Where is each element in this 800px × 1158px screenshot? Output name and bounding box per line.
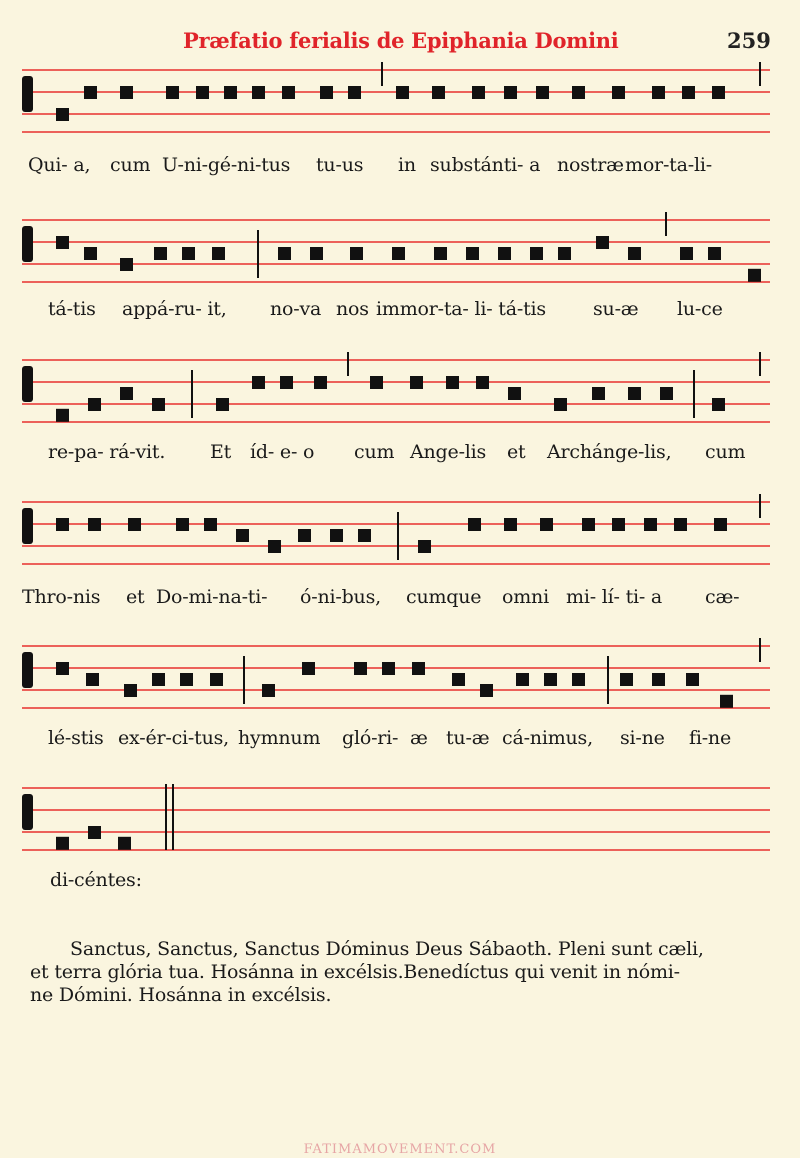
lyric-syllable: di-céntes: <box>50 869 142 891</box>
lyric-syllable: ó-ni-bus, <box>300 586 381 608</box>
lyric-syllable: nostræ <box>557 154 624 176</box>
neume-note <box>412 662 425 675</box>
chant-staff-6 <box>22 780 770 852</box>
lyric-syllable: Qui- a, <box>28 154 91 176</box>
neume-note <box>56 236 69 249</box>
neume-note <box>540 518 553 531</box>
lyric-syllable: Ange-lis <box>410 441 487 463</box>
chant-staff-2 <box>22 212 770 284</box>
lyric-syllable: re-pa- rá-vit. <box>48 441 166 463</box>
lyric-syllable: su-æ <box>593 298 639 320</box>
c-clef-icon <box>22 226 33 262</box>
neume-note <box>652 86 665 99</box>
neume-note <box>714 518 727 531</box>
lyric-syllable: ex-ér-ci-tus, <box>118 727 229 749</box>
neume-note <box>530 247 543 260</box>
lyric-syllable: tu-us <box>316 154 364 176</box>
neume-note <box>196 86 209 99</box>
neume-note <box>628 387 641 400</box>
neume-note <box>516 673 529 686</box>
neume-note <box>280 376 293 389</box>
neume-note <box>84 247 97 260</box>
neume-note <box>674 518 687 531</box>
neume-note <box>252 376 265 389</box>
neume-note <box>210 673 223 686</box>
page-number: 259 <box>727 28 771 53</box>
neume-note <box>176 518 189 531</box>
lyric-syllable: fi-ne <box>689 727 732 749</box>
neume-note <box>120 258 133 271</box>
c-clef-icon <box>22 508 33 544</box>
lyric-syllable: omni <box>502 586 549 608</box>
lyric-syllable: in <box>398 154 416 176</box>
neume-note <box>348 86 361 99</box>
neume-note <box>396 86 409 99</box>
lyric-syllable: immor-ta- li- tá-tis <box>376 298 546 320</box>
neume-note <box>88 518 101 531</box>
c-clef-icon <box>22 794 33 830</box>
neume-note <box>708 247 721 260</box>
neume-note <box>544 673 557 686</box>
neume-note <box>720 695 733 708</box>
neume-note <box>498 247 511 260</box>
lyric-syllable: cumque <box>406 586 482 608</box>
lyric-syllable: cæ- <box>705 586 740 608</box>
sanctus-line-2: et terra glória tua. Hosánna in excélsis.Benedíctus qui venit in nómi- <box>30 961 680 983</box>
neume-note <box>476 376 489 389</box>
lyric-syllable: tá-tis <box>48 298 96 320</box>
neume-note <box>660 387 673 400</box>
lyric-syllable: tu-æ <box>446 727 490 749</box>
neume-note <box>56 837 69 850</box>
neume-note <box>410 376 423 389</box>
neume-note <box>120 387 133 400</box>
c-clef-icon <box>22 76 33 112</box>
neume-note <box>88 398 101 411</box>
neume-note <box>446 376 459 389</box>
lyric-syllable: lé-stis <box>48 727 104 749</box>
neume-note <box>154 247 167 260</box>
neume-note <box>480 684 493 697</box>
lyric-syllable: íd- e- o <box>250 441 315 463</box>
lyric-syllable: substánti- a <box>430 154 541 176</box>
neume-note <box>314 376 327 389</box>
lyric-syllable: Thro-nis <box>22 586 101 608</box>
neume-note <box>466 247 479 260</box>
lyric-syllable: no-va <box>270 298 322 320</box>
neume-note <box>262 684 275 697</box>
neume-note <box>472 86 485 99</box>
sanctus-line-3: ne Dómini. Hosánna in excélsis. <box>30 984 332 1006</box>
chant-staff-3 <box>22 352 770 424</box>
lyric-syllable: cá-nimus, <box>502 727 593 749</box>
sanctus-line-1: Sanctus, Sanctus, Sanctus Dóminus Deus Sábaoth. Pleni sunt cæli, <box>70 938 704 960</box>
neume-note <box>204 518 217 531</box>
lyric-syllable: Archánge-lis, <box>547 441 672 463</box>
neume-note <box>350 247 363 260</box>
lyric-syllable: et <box>126 586 145 608</box>
neume-note <box>382 662 395 675</box>
chant-staff-4 <box>22 494 770 566</box>
lyric-syllable: mor-ta-li- <box>625 154 712 176</box>
neume-note <box>712 398 725 411</box>
chant-staff-5 <box>22 638 770 710</box>
neume-note <box>278 247 291 260</box>
neume-note <box>128 518 141 531</box>
neume-note <box>370 376 383 389</box>
neume-note <box>432 86 445 99</box>
neume-note <box>620 673 633 686</box>
neume-note <box>392 247 405 260</box>
neume-note <box>628 247 641 260</box>
neume-note <box>652 673 665 686</box>
neume-note <box>504 518 517 531</box>
neume-note <box>252 86 265 99</box>
neume-note <box>592 387 605 400</box>
lyric-syllable: U-ni-gé-ni-tus <box>162 154 291 176</box>
neume-note <box>56 518 69 531</box>
neume-note <box>682 86 695 99</box>
neume-note <box>320 86 333 99</box>
neume-note <box>644 518 657 531</box>
neume-note <box>56 662 69 675</box>
neume-note <box>582 518 595 531</box>
page-title: Præfatio ferialis de Epiphania Domini <box>183 28 619 53</box>
neume-note <box>572 86 585 99</box>
neume-note <box>118 837 131 850</box>
watermark: FATIMAMOVEMENT.COM <box>303 1142 497 1157</box>
c-clef-icon <box>22 366 33 402</box>
lyric-syllable: nos <box>336 298 369 320</box>
neume-note <box>354 662 367 675</box>
neume-note <box>712 86 725 99</box>
lyric-syllable: Do-mi-na-ti- <box>156 586 268 608</box>
c-clef-icon <box>22 652 33 688</box>
lyric-syllable: cum <box>354 441 395 463</box>
neume-note <box>182 247 195 260</box>
neume-note <box>282 86 295 99</box>
neume-note <box>152 398 165 411</box>
neume-note <box>468 518 481 531</box>
neume-note <box>686 673 699 686</box>
lyric-syllable: cum <box>110 154 151 176</box>
neume-note <box>504 86 517 99</box>
lyric-syllable: Et <box>210 441 232 463</box>
neume-note <box>612 86 625 99</box>
lyric-syllable: si-ne <box>620 727 665 749</box>
neume-note <box>212 247 225 260</box>
neume-note <box>596 236 609 249</box>
neume-note <box>180 673 193 686</box>
sanctus-text <box>30 938 770 1007</box>
neume-note <box>224 86 237 99</box>
neume-note <box>358 529 371 542</box>
neume-note <box>56 409 69 422</box>
lyric-syllable: cum <box>705 441 746 463</box>
neume-note <box>152 673 165 686</box>
neume-note <box>120 86 133 99</box>
neume-note <box>84 86 97 99</box>
lyric-syllable: hymnum <box>238 727 321 749</box>
neume-note <box>268 540 281 553</box>
lyric-syllable: æ <box>410 727 428 749</box>
neume-note <box>86 673 99 686</box>
neume-note <box>508 387 521 400</box>
neume-note <box>536 86 549 99</box>
neume-note <box>216 398 229 411</box>
neume-note <box>558 247 571 260</box>
neume-note <box>298 529 311 542</box>
neume-note <box>452 673 465 686</box>
neume-note <box>612 518 625 531</box>
neume-note <box>88 826 101 839</box>
neume-note <box>680 247 693 260</box>
neume-note <box>554 398 567 411</box>
neume-note <box>302 662 315 675</box>
neume-note <box>56 108 69 121</box>
neume-note <box>330 529 343 542</box>
neume-note <box>418 540 431 553</box>
neume-note <box>748 269 761 282</box>
lyric-syllable: lu-ce <box>677 298 723 320</box>
neume-note <box>572 673 585 686</box>
lyric-syllable: appá-ru- it, <box>122 298 227 320</box>
neume-note <box>124 684 137 697</box>
neume-note <box>236 529 249 542</box>
lyric-syllable: et <box>507 441 526 463</box>
neume-note <box>434 247 447 260</box>
neume-note <box>310 247 323 260</box>
lyric-syllable: gló-ri- <box>342 727 399 749</box>
lyric-syllable: mi- lí- ti- a <box>566 586 663 608</box>
neume-note <box>166 86 179 99</box>
chant-staff-1 <box>22 62 770 134</box>
